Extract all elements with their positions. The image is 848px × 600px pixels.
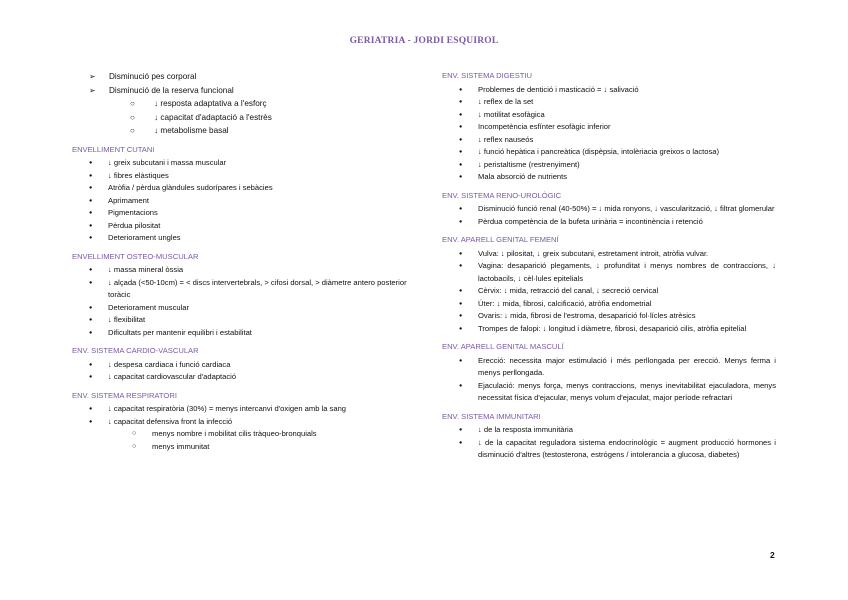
- list-item: ● ↓ capacitat respiratòria (30%) = menys intercanvi d'oxigen amb la sang: [72, 403, 407, 416]
- section-heading: ENV. APARELL GENITAL FEMENÍ: [442, 235, 559, 244]
- list-item: ○ menys nombre i mobilitat cilis tràqueo-bronquials: [72, 428, 407, 441]
- list-item: ○ menys immunitat: [72, 441, 407, 454]
- intro-list: [72, 70, 407, 97]
- list-item: ● Incompetència esfínter esofàgic inferior: [442, 121, 776, 134]
- list-item: ● Trompes de falopi: ↓ longitud i diàmetre, fibrosi, desaparició cilis, atròfia epitelial: [442, 323, 776, 336]
- list-item: ● ↓ peristaltisme (restrenyiment): [442, 159, 776, 172]
- list-item: ● Vulva: ↓ pilositat, ↓ greix subcutani, estretament introit, atròfia vulvar.: [442, 248, 776, 261]
- list-item: ● Ovaris: ↓ mida, fibrosi de l'estroma, desaparició fol·lícles atrèsics: [442, 310, 776, 323]
- list-item: ● Ejaculació: menys força, menys contraccions, menys inevitabilitat ejaculadora, menys necessitat física d'ejacular, menys volum d'ejaculat, major període refractari: [442, 380, 776, 405]
- list-item: ● Pèrdua competència de la bufeta urinària = incontinència i retenció: [442, 216, 776, 229]
- list-item: ● ↓ despesa cardiaca i funció cardiaca: [72, 359, 407, 372]
- list-item: ● ↓ funció hepàtica i pancreàtica (dispèpsia, intolèriacia greixos o lactosa): [442, 146, 776, 159]
- list-item: ● Pèrdua pilositat: [72, 220, 407, 233]
- section-heading: ENVELLIMENT OSTEO-MUSCULAR: [72, 251, 199, 261]
- section-list: [72, 264, 407, 339]
- right-column: [442, 70, 776, 462]
- section-list: [72, 403, 407, 428]
- list-item: ● ↓ capacitat defensiva front la infecció: [72, 416, 407, 429]
- list-item: ○ ↓ metabolisme basal: [72, 124, 407, 138]
- list-item: ● Disminució funció renal (40-50%) = ↓ mida ronyons, ↓ vascularització, ↓ filtrat glomerular: [442, 203, 776, 216]
- list-item: ● Dificultats per mantenir equilibri i estabilitat: [72, 327, 407, 340]
- list-item: ● Úter: ↓ mida, fibrosi, calcificació, atròfia endometrial: [442, 298, 776, 311]
- section-list: [442, 355, 776, 405]
- list-item: ● ↓ de la capacitat reguladora sistema endocrinològic = augment producció hormones i disminució d'altres (testosterona, estrògens / intolerancia a glucosa, diabetes): [442, 437, 776, 462]
- page-title: GERIATRIA - JORDI ESQUIROL: [349, 36, 499, 46]
- list-item: ● Aprimament: [72, 195, 407, 208]
- section-heading: ENV. APARELL GENITAL MASCULÍ: [442, 342, 564, 351]
- list-item: ● ↓ alçada (<50-10cm) = < discs intervertebrals, > cifosi dorsal, > diàmetre antero posterior toràcic: [72, 277, 407, 302]
- section-heading: ENVELLIMENT CUTANI: [72, 144, 155, 154]
- list-item: ● Problemes de dentició i masticació = ↓ salivació: [442, 84, 776, 97]
- list-item: ○ ↓ resposta adaptativa a l'esforç: [72, 97, 407, 111]
- section-heading: ENV. SISTEMA RENO-UROLÒGIC: [442, 190, 562, 200]
- intro-sublist: [72, 97, 407, 138]
- list-item: ● ↓ greix subcutani i massa muscular: [72, 157, 407, 170]
- list-item: ● ↓ flexibilitat: [72, 314, 407, 327]
- list-item: ● Mala absorció de nutrients: [442, 171, 776, 184]
- list-item: ● Vagina: desaparició plegaments, ↓ profunditat i menys nombres de contraccions, ↓ lactobacils, ↓ cèl·lules epitelials: [442, 260, 776, 285]
- section-heading: ENV. SISTEMA IMMUNITARI: [442, 411, 541, 421]
- left-column: [72, 70, 407, 453]
- list-item: ● ↓ de la resposta immunitària: [442, 424, 776, 437]
- list-item: ● Atròfia / pèrdua glàndules sudorípares i sebàcies: [72, 182, 407, 195]
- section-list: [72, 359, 407, 384]
- section-heading: ENV. SISTEMA RESPIRATORI: [72, 390, 177, 400]
- list-item: ● ↓ reflex de la set: [442, 96, 776, 109]
- list-item: ● ↓ capacitat cardiovascular d'adaptació: [72, 371, 407, 384]
- section-list: [442, 424, 776, 462]
- section-list: [442, 84, 776, 184]
- list-item: ○ ↓ capacitat d'adaptació a l'estrès: [72, 111, 407, 125]
- section-sublist: [72, 428, 407, 453]
- list-item: ● ↓ fibres elàstiques: [72, 170, 407, 183]
- list-item: ● Deteriorament muscular: [72, 302, 407, 315]
- section-heading: ENV. SISTEMA CARDIO-VASCULAR: [72, 346, 199, 355]
- section-heading: ENV. SISTEMA DIGESTIU: [442, 71, 533, 80]
- list-item: ● Erecció: necessita major estimulació i més perllongada per erecció. Menys ferma i menys perllongada.: [442, 355, 776, 380]
- section-list: [442, 203, 776, 228]
- list-item: ● Cèrvix: ↓ mida, retracció del canal, ↓ secreció cervical: [442, 285, 776, 298]
- section-list: [442, 248, 776, 336]
- list-item: ● ↓ motilitat esofàgica: [442, 109, 776, 122]
- list-item: ➢ Disminució pes corporal: [72, 70, 407, 84]
- section-list: [72, 157, 407, 245]
- page-number: 2: [770, 550, 775, 560]
- list-item: ● Pigmentacions: [72, 207, 407, 220]
- list-item: ● ↓ massa mineral òssia: [72, 264, 407, 277]
- list-item: ● ↓ reflex nauseós: [442, 134, 776, 147]
- list-item: ➢ Disminució de la reserva funcional: [72, 84, 407, 98]
- list-item: ● Deteriorament ungles: [72, 232, 407, 245]
